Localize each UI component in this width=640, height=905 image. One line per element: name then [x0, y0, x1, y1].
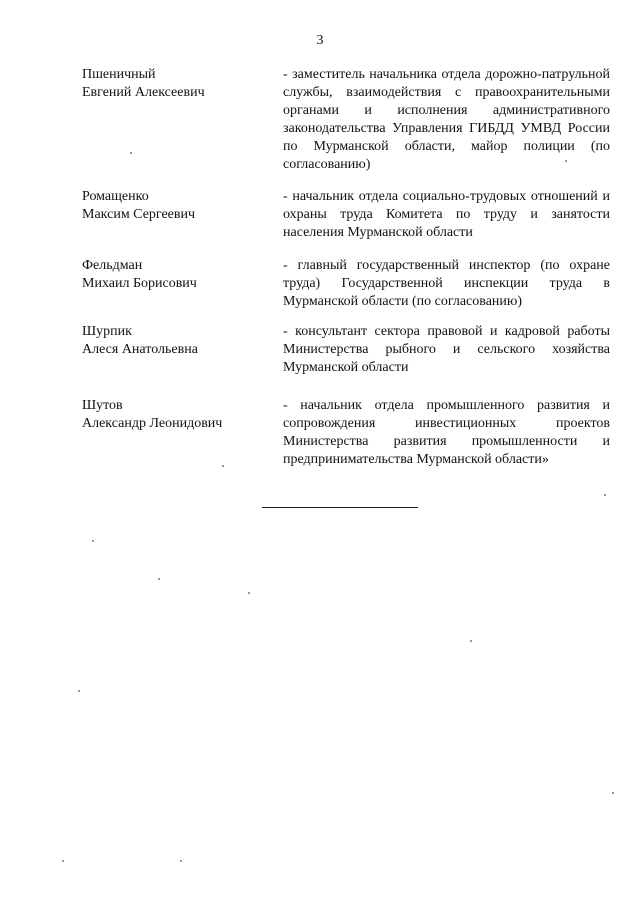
member-surname: Фельдман — [82, 258, 143, 273]
member-given-names: Алеся Анатольевна — [82, 342, 198, 357]
member-position: - начальник отдела социально-трудовых отношений и охраны труда Комитета по труду и занятости населения Мурманской области — [283, 189, 610, 240]
scan-speck — [470, 640, 472, 642]
member-name — [82, 323, 272, 359]
member-position: - консультант сектора правовой и кадровой работы Министерства рыбного и сельского хозяйства Мурманской области — [283, 324, 610, 375]
scan-speck — [248, 592, 250, 594]
member-name — [82, 188, 272, 224]
scan-speck — [158, 578, 160, 580]
scan-speck — [222, 465, 224, 467]
member-surname: Шутов — [82, 398, 123, 413]
scan-speck — [130, 152, 132, 154]
member-surname: Пшеничный — [82, 67, 156, 82]
member-given-names: Александр Леонидович — [82, 416, 223, 431]
member-position: - начальник отдела промышленного развития и сопровождения инвестиционных проектов Министерства развития промышленности и предпринимательства Мурманской области» — [283, 398, 610, 467]
scan-speck — [604, 494, 606, 496]
scan-speck — [62, 860, 64, 862]
member-position: - заместитель начальника отдела дорожно-патрульной службы, взаимодействия с правоохранительными органами и исполнения административного законодательства Управления ГИБДД УМВД России по Мурманской области, майор полиции (по согласованию) — [283, 67, 610, 172]
member-given-names: Михаил Борисович — [82, 276, 197, 291]
member-name — [82, 66, 272, 102]
scan-speck — [92, 540, 94, 542]
scan-speck — [78, 690, 80, 692]
scan-speck — [565, 160, 567, 162]
page-number: 3 — [316, 33, 324, 48]
member-given-names: Евгений Алексеевич — [82, 85, 205, 100]
end-separator-line — [262, 507, 418, 508]
member-name — [82, 397, 272, 433]
member-position: - главный государственный инспектор (по охране труда) Государственной инспекции труда в Мурманской области (по согласованию) — [283, 258, 610, 309]
member-name — [82, 257, 272, 293]
scan-speck — [180, 860, 182, 862]
member-surname: Шурпик — [82, 324, 132, 339]
member-given-names: Максим Сергеевич — [82, 207, 196, 222]
scan-speck — [612, 792, 614, 794]
member-surname: Ромащенко — [82, 189, 149, 204]
